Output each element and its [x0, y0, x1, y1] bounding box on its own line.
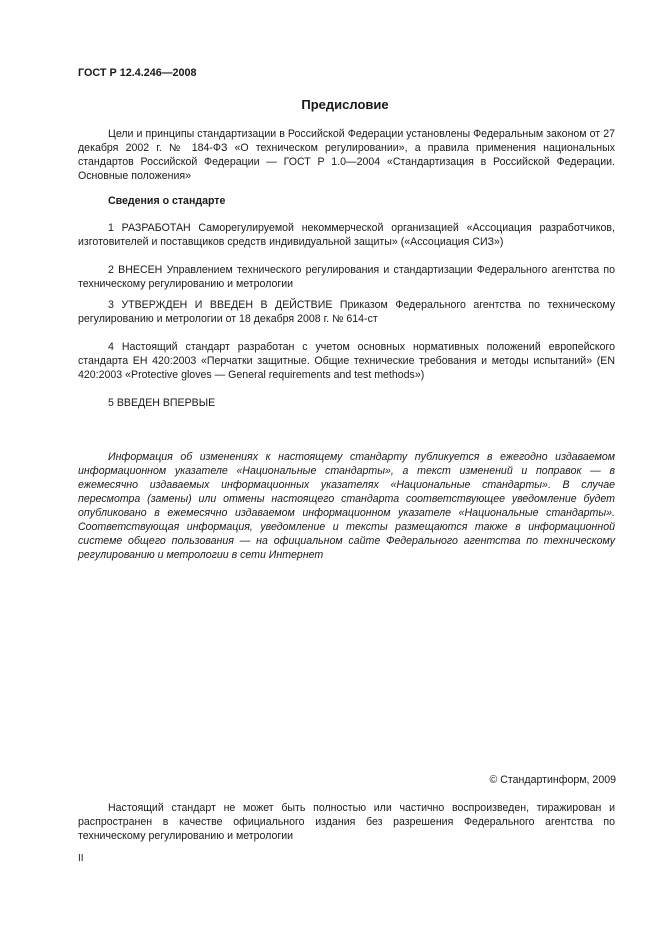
page-number: II — [78, 853, 84, 864]
section-heading: Сведения о стандарте — [108, 195, 226, 207]
standard-header: ГОСТ Р 12.4.246—2008 — [78, 67, 197, 79]
item-approved: 3 УТВЕРЖДЕН И ВВЕДЕН В ДЕЙСТВИЕ Приказом Федерального агентства по техническому регулированию и метрологии от 18 декабря 2008 г. № 614-ст — [78, 299, 615, 325]
copyright-line: © Стандартинформ, 2009 — [489, 774, 616, 786]
item-first-introduced: 5 ВВЕДЕН ВПЕРВЫЕ — [108, 397, 216, 409]
page-title: Предисловие — [301, 97, 389, 112]
item-developed: 1 РАЗРАБОТАН Саморегулируемой некоммерческой организацией «Ассоциация разработчиков, изготовителей и поставщиков средств индивидуальной защиты» («Ассоциация СИЗ») — [78, 222, 615, 248]
item-introduced: 2 ВНЕСЕН Управлением технического регулирования и стандартизации Федерального агентства по техническому регулированию и метрологии — [78, 264, 615, 290]
changes-notice: Информация об изменениях к настоящему стандарту публикуется в ежегодно издаваемом информационном указателе «Национальные стандарты», а текст изменений и поправок — в ежемесячно издаваемых информационных указателях «Национальные стандарты». В случае пересмотра (замены) или отмены настоящего стандарта соответствующее уведомление будет опубликовано в ежемесячно издаваемом информационном указателе «Национальные стандарты». Соответствующая информация, уведомление и тексты размещаются также в информационной системе общего пользования — на официальном сайте Федерального агентства по техническому регулированию и метрологии в сети Интернет — [78, 451, 615, 561]
item-european-basis: 4 Настоящий стандарт разработан с учетом основных нормативных положений европейского стандарта ЕН 420:2003 «Перчатки защитные. Общие технические требования и методы испытаний» (EN 420:2003 «Protective gloves — General requirements and test methods») — [78, 341, 615, 381]
intro-paragraph: Цели и принципы стандартизации в Российской Федерации установлены Федеральным законом от 27 декабря 2002 г. № 184-ФЗ «О техническом регулировании», а правила применения национальных стандартов Российской Федерации — ГОСТ Р 1.0—2004 «Стандартизация в Российской Федерации. Основные положения» — [78, 128, 615, 182]
reproduction-notice: Настоящий стандарт не может быть полностью или частично воспроизведен, тиражирован и распространен в качестве официального издания без разрешения Федерального агентства по техническому регулированию и метрологии — [78, 802, 615, 842]
